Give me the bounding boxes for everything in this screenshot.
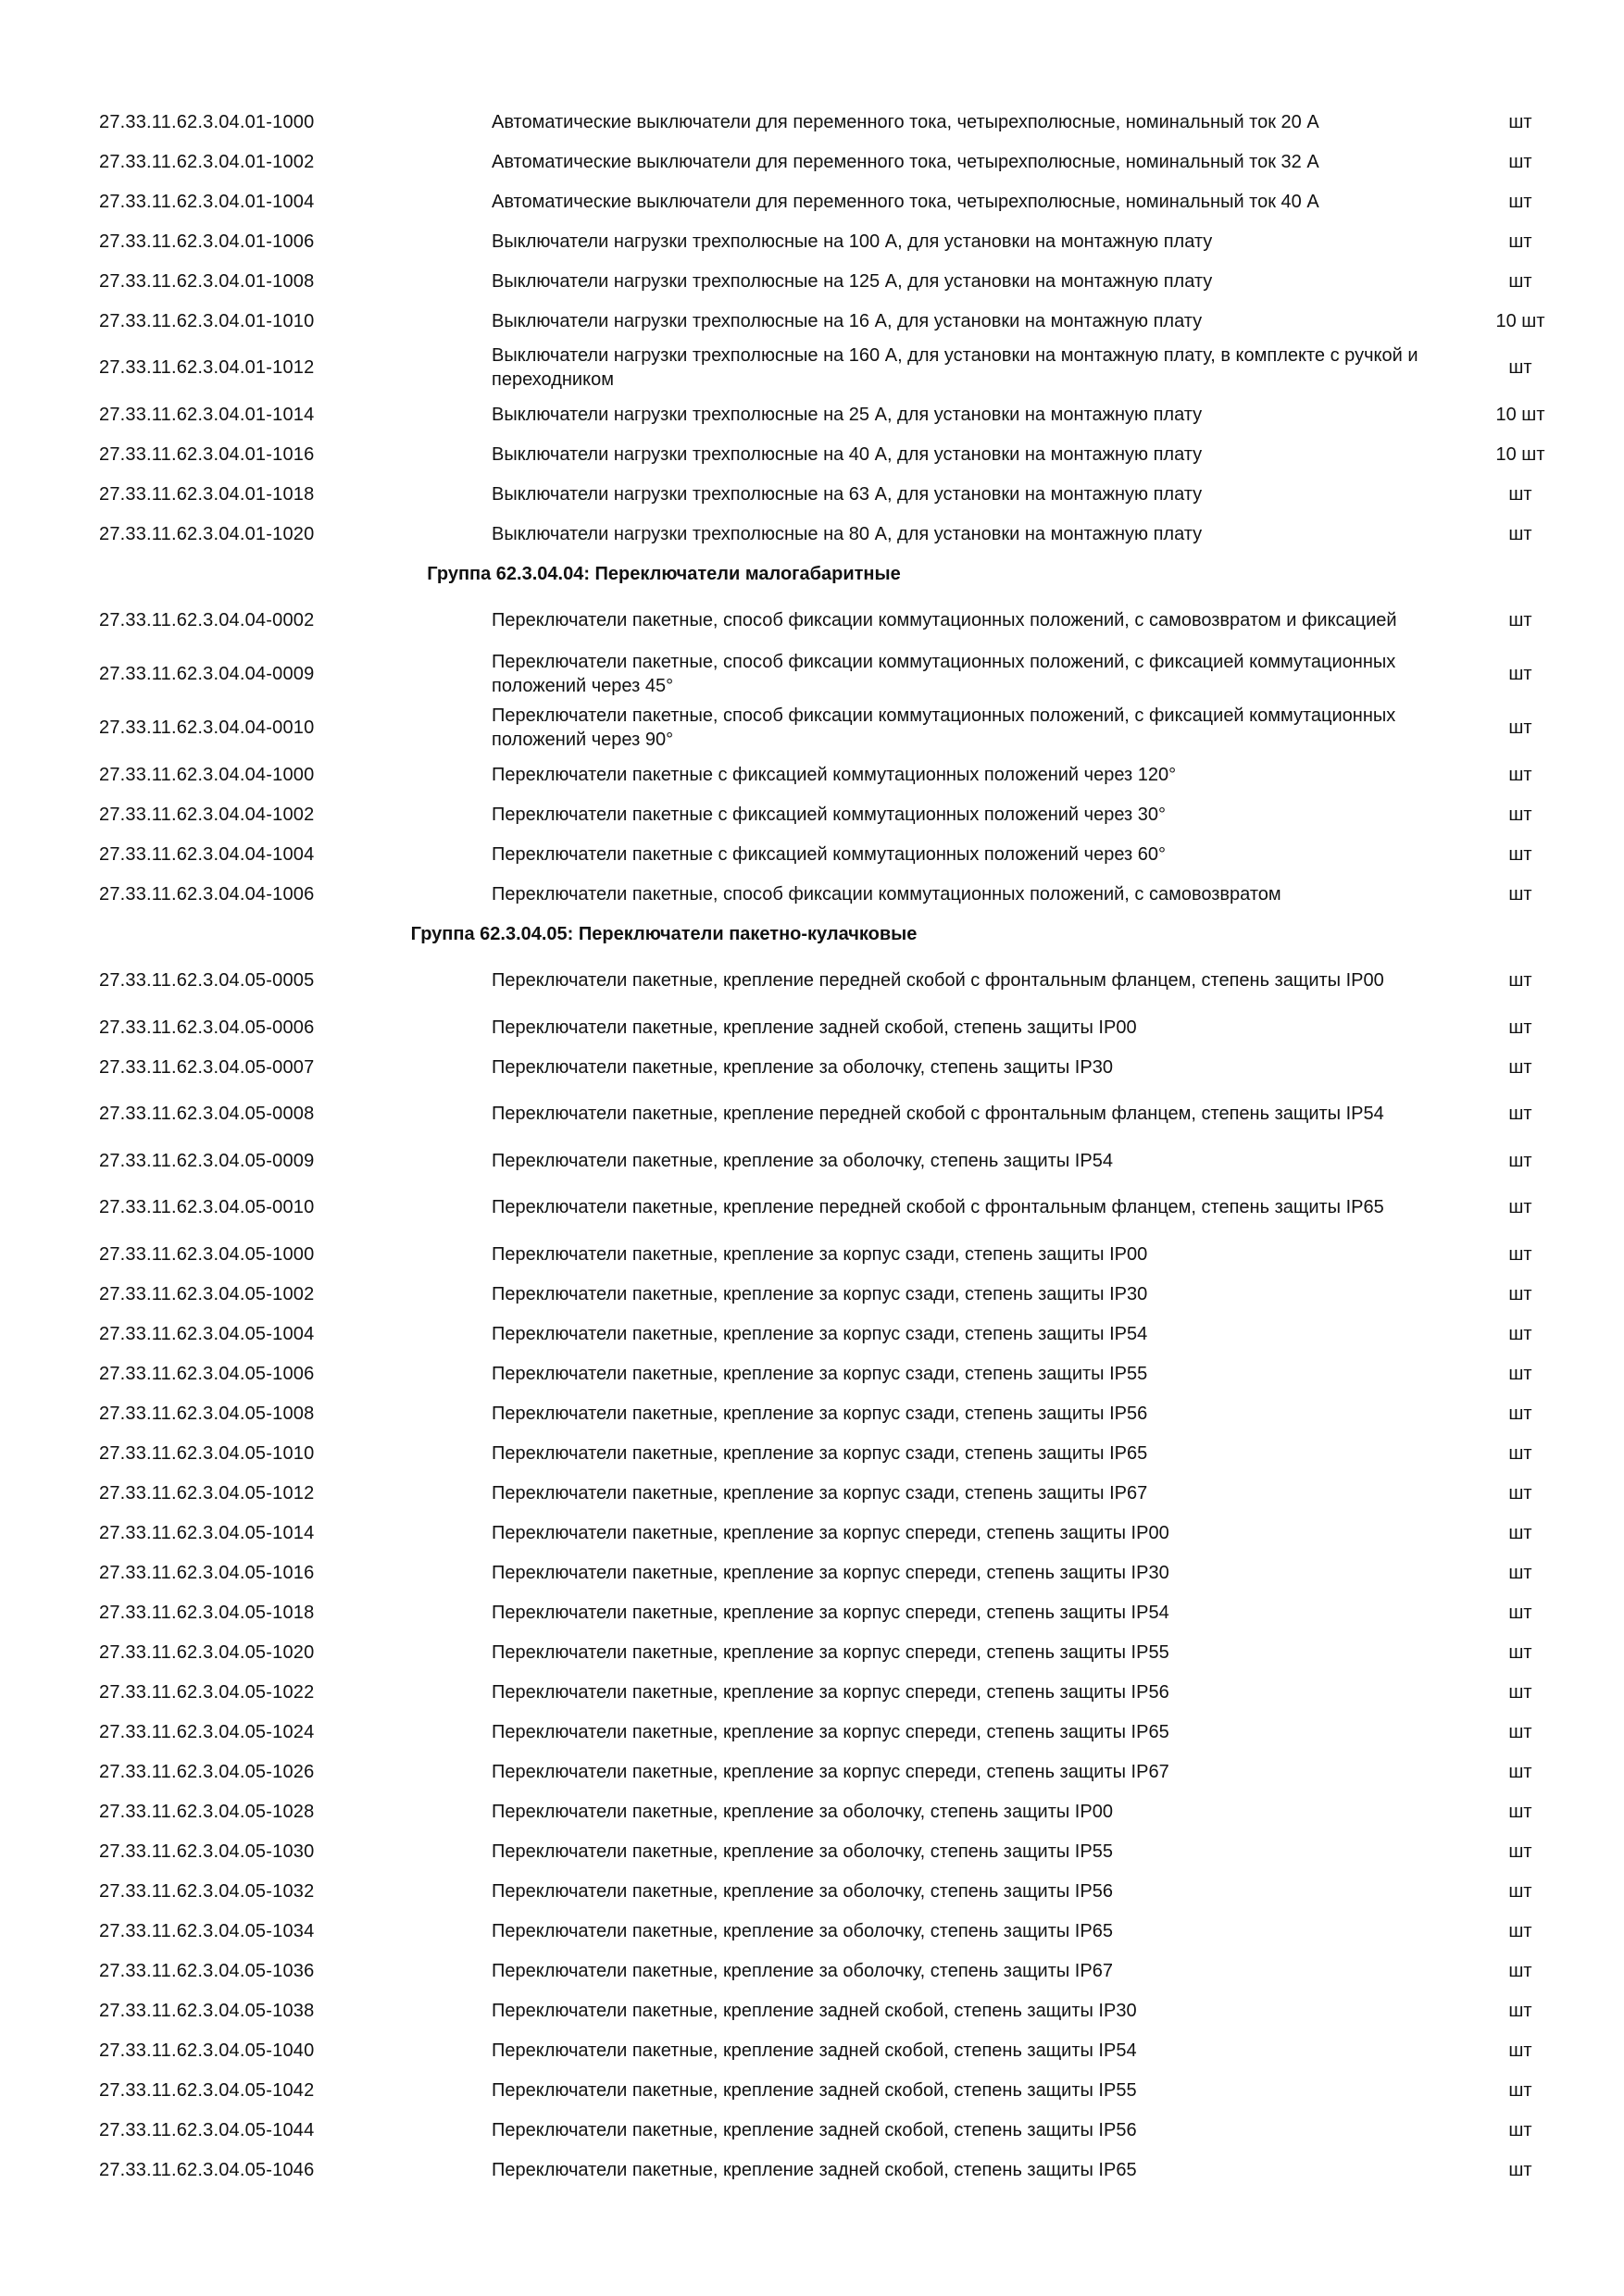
row-unit: шт [1508, 1920, 1532, 1941]
row-unit: шт [1508, 1363, 1532, 1384]
row-code: 27.33.11.62.3.04.01-1006 [99, 231, 315, 252]
row-name: Переключатели пакетные, крепление за корпус сзади, степень защиты IP67 [492, 1482, 1148, 1504]
table-row [99, 2150, 1580, 2190]
row-code: 27.33.11.62.3.04.01-1000 [99, 111, 315, 132]
row-code: 27.33.11.62.3.04.04-1006 [99, 883, 315, 905]
row-code: 27.33.11.62.3.04.01-1010 [99, 310, 315, 331]
row-code: 27.33.11.62.3.04.05-1004 [99, 1323, 315, 1344]
row-code: 27.33.11.62.3.04.04-0002 [99, 610, 315, 630]
table-row [99, 1831, 1580, 1871]
row-unit: шт [1508, 883, 1532, 905]
row-name: Переключатели пакетные, крепление за корпус сзади, степень защиты IP54 [492, 1323, 1148, 1344]
table-row [99, 1871, 1580, 1911]
table-row [99, 1752, 1580, 1791]
table-row [99, 1592, 1580, 1632]
table-row [99, 142, 1580, 181]
row-name: Переключатели пакетные, крепление за корпус спереди, степень защиты IP55 [492, 1641, 1169, 1663]
row-code: 27.33.11.62.3.04.05-0006 [99, 1017, 315, 1038]
table-row [99, 1632, 1580, 1672]
row-name: Переключатели пакетные, крепление за корпус сзади, степень защиты IP56 [492, 1403, 1148, 1424]
table-row [99, 2110, 1580, 2150]
row-name: Автоматические выключатели для переменного тока, четырехполюсные, номинальный ток 40 А [492, 191, 1319, 212]
row-code: 27.33.11.62.3.04.05-1030 [99, 1841, 315, 1862]
row-unit: шт [1508, 804, 1532, 825]
group-title: Группа 62.3.04.05: Переключатели пакетно-кулачковые [410, 923, 918, 944]
row-code: 27.33.11.62.3.04.05-1010 [99, 1442, 315, 1464]
table-row [99, 1473, 1580, 1513]
table-row [99, 1354, 1580, 1393]
row-code: 27.33.11.62.3.04.04-0010 [99, 718, 315, 738]
row-name: Переключатели пакетные, крепление за корпус сзади, степень защиты IP00 [492, 1243, 1148, 1265]
row-code: 27.33.11.62.3.04.05-1026 [99, 1761, 315, 1782]
row-code: 27.33.11.62.3.04.05-1036 [99, 1960, 315, 1981]
row-unit: шт [1508, 1323, 1532, 1344]
table-row [99, 755, 1580, 794]
row-code: 27.33.11.62.3.04.05-1022 [99, 1681, 315, 1703]
row-code: 27.33.11.62.3.04.05-1016 [99, 1562, 315, 1583]
row-code: 27.33.11.62.3.04.05-1038 [99, 2000, 315, 2021]
table-row [99, 221, 1580, 261]
row-code: 27.33.11.62.3.04.05-1002 [99, 1283, 315, 1304]
row-unit: шт [1508, 523, 1532, 544]
row-name: Переключатели пакетные, крепление за оболочку, степень защиты IP67 [492, 1960, 1113, 1981]
table-row [99, 434, 1580, 474]
row-unit: шт [1508, 1243, 1532, 1265]
row-name: Переключатели пакетные, крепление за корпус сзади, степень защиты IP65 [492, 1442, 1148, 1464]
row-name: Переключатели пакетные, крепление передней скобой с фронтальным фланцем, степень защиты IP54 [492, 1104, 1384, 1124]
row-name: Переключатели пакетные, способ фиксации коммутационных положений, с фиксацией коммутационных положений через 90° [492, 705, 1396, 750]
row-unit: шт [1508, 111, 1532, 132]
row-code: 27.33.11.62.3.04.05-1006 [99, 1363, 315, 1384]
row-unit: шт [1508, 1880, 1532, 1902]
row-name: Выключатели нагрузки трехполюсные на 63 А, для установки на монтажную плату [492, 483, 1203, 505]
row-unit: шт [1508, 1104, 1532, 1124]
row-unit: шт [1508, 1442, 1532, 1464]
row-unit: шт [1508, 483, 1532, 505]
row-name: Переключатели пакетные, крепление за корпус спереди, степень защиты IP54 [492, 1602, 1169, 1623]
table-row [99, 647, 1580, 701]
row-code: 27.33.11.62.3.04.04-1002 [99, 804, 315, 825]
table-row [99, 2070, 1580, 2110]
row-code: 27.33.11.62.3.04.05-1028 [99, 1801, 315, 1822]
row-code: 27.33.11.62.3.04.01-1014 [99, 404, 315, 425]
table-row [99, 341, 1580, 394]
table-row [99, 1911, 1580, 1951]
row-name: Выключатели нагрузки трехполюсные на 25 А, для установки на монтажную плату [492, 404, 1203, 425]
row-unit: шт [1508, 191, 1532, 212]
row-unit: шт [1508, 1761, 1532, 1782]
table-row [99, 394, 1580, 434]
row-code: 27.33.11.62.3.04.05-1012 [99, 1482, 315, 1504]
row-name: Переключатели пакетные, крепление передней скобой с фронтальным фланцем, степень защиты IP00 [492, 970, 1384, 991]
row-name: Переключатели пакетные, крепление передней скобой с фронтальным фланцем, степень защиты IP65 [492, 1197, 1384, 1217]
row-code: 27.33.11.62.3.04.05-1024 [99, 1721, 315, 1742]
row-unit: шт [1508, 231, 1532, 252]
row-unit: шт [1508, 1602, 1532, 1623]
table-row [99, 1951, 1580, 1990]
row-unit: шт [1508, 1721, 1532, 1742]
row-name: Переключатели пакетные, крепление задней скобой, степень защиты IP00 [492, 1017, 1137, 1038]
row-code: 27.33.11.62.3.04.01-1020 [99, 523, 315, 544]
row-name: Переключатели пакетные, крепление за корпус сзади, степень защиты IP30 [492, 1283, 1148, 1304]
row-unit: шт [1508, 2000, 1532, 2021]
row-unit: шт [1508, 1681, 1532, 1703]
row-unit: шт [1508, 1801, 1532, 1822]
row-name: Автоматические выключатели для переменного тока, четырехполюсные, номинальный ток 20 А [492, 111, 1319, 132]
row-unit: шт [1508, 970, 1532, 991]
row-unit: шт [1508, 1641, 1532, 1663]
table-row [99, 514, 1580, 554]
row-unit: шт [1508, 2119, 1532, 2140]
row-name: Переключатели пакетные, крепление за оболочку, степень защиты IP54 [492, 1150, 1113, 1171]
row-code: 27.33.11.62.3.04.01-1008 [99, 270, 315, 292]
table-row [99, 1141, 1580, 1180]
row-unit: шт [1508, 1017, 1532, 1038]
row-unit: шт [1508, 1197, 1532, 1217]
row-name: Переключатели пакетные с фиксацией коммутационных положений через 120° [492, 764, 1177, 785]
row-code: 27.33.11.62.3.04.05-1008 [99, 1403, 315, 1424]
row-name: Переключатели пакетные, крепление за оболочку, степень защиты IP30 [492, 1056, 1113, 1078]
row-code: 27.33.11.62.3.04.05-1020 [99, 1641, 315, 1663]
row-unit: шт [1508, 610, 1532, 630]
row-name: Выключатели нагрузки трехполюсные на 125 А, для установки на монтажную плату [492, 270, 1213, 292]
row-name: Переключатели пакетные, крепление за оболочку, степень защиты IP00 [492, 1801, 1113, 1822]
row-name: Переключатели пакетные, крепление за оболочку, степень защиты IP65 [492, 1920, 1113, 1941]
table-row [99, 261, 1580, 301]
row-name: Переключатели пакетные, крепление за корпус сзади, степень защиты IP55 [492, 1363, 1148, 1384]
row-name: Переключатели пакетные с фиксацией коммутационных положений через 30° [492, 804, 1166, 825]
table-row [99, 593, 1580, 647]
row-code: 27.33.11.62.3.04.04-0009 [99, 664, 315, 684]
row-unit: шт [1508, 2040, 1532, 2061]
row-unit: шт [1508, 1562, 1532, 1583]
row-name: Переключатели пакетные, крепление за корпус спереди, степень защиты IP56 [492, 1681, 1169, 1703]
row-code: 27.33.11.62.3.04.05-1014 [99, 1522, 315, 1543]
group-title: Группа 62.3.04.04: Переключатели малогабаритные [427, 563, 901, 584]
table-row [99, 2030, 1580, 2070]
row-unit: шт [1508, 2159, 1532, 2180]
row-unit: шт [1508, 843, 1532, 865]
row-name: Переключатели пакетные, крепление задней скобой, степень защиты IP65 [492, 2159, 1137, 2180]
row-code: 27.33.11.62.3.04.01-1004 [99, 191, 315, 212]
row-unit: 10 шт [1495, 443, 1545, 465]
row-code: 27.33.11.62.3.04.05-1034 [99, 1920, 315, 1941]
row-code: 27.33.11.62.3.04.05-0007 [99, 1056, 315, 1078]
row-name: Выключатели нагрузки трехполюсные на 40 А, для установки на монтажную плату [492, 443, 1203, 465]
row-code: 27.33.11.62.3.04.05-0009 [99, 1150, 315, 1171]
row-code: 27.33.11.62.3.04.05-1046 [99, 2159, 315, 2180]
table-row [99, 181, 1580, 221]
table-row [99, 474, 1580, 514]
group-heading-04 [99, 554, 1580, 593]
row-code: 27.33.11.62.3.04.01-1012 [99, 357, 315, 378]
row-name: Выключатели нагрузки трехполюсные на 80 А, для установки на монтажную плату [492, 523, 1203, 544]
row-unit: шт [1508, 664, 1532, 684]
row-name: Переключатели пакетные, крепление за оболочку, степень защиты IP55 [492, 1841, 1113, 1862]
table-row [99, 1672, 1580, 1712]
row-code: 27.33.11.62.3.04.05-0005 [99, 970, 315, 991]
row-unit: шт [1508, 357, 1532, 378]
row-name: Переключатели пакетные, способ фиксации коммутационных положений, с фиксацией коммутационных положений через 45° [492, 652, 1396, 696]
row-unit: шт [1508, 151, 1532, 172]
row-name: Выключатели нагрузки трехполюсные на 160 А, для установки на монтажную плату, в комплекте с ручкой и переходником [492, 345, 1418, 390]
table-row [99, 1990, 1580, 2030]
row-code: 27.33.11.62.3.04.01-1018 [99, 483, 315, 505]
row-unit: шт [1508, 718, 1532, 738]
row-name: Переключатели пакетные, способ фиксации коммутационных положений, с самовозвратом [492, 883, 1281, 905]
table-row [99, 1180, 1580, 1234]
table-row [99, 1234, 1580, 1274]
row-unit: шт [1508, 1522, 1532, 1543]
table-row [99, 1513, 1580, 1553]
row-code: 27.33.11.62.3.04.01-1002 [99, 151, 315, 172]
row-unit: 10 шт [1495, 404, 1545, 425]
row-name: Переключатели пакетные, крепление за корпус спереди, степень защиты IP67 [492, 1761, 1169, 1782]
row-code: 27.33.11.62.3.04.04-1004 [99, 843, 315, 865]
row-name: Переключатели пакетные, крепление за корпус спереди, степень защиты IP65 [492, 1721, 1169, 1742]
row-name: Переключатели пакетные с фиксацией коммутационных положений через 60° [492, 843, 1166, 865]
row-name: Переключатели пакетные, крепление задней скобой, степень защиты IP55 [492, 2079, 1137, 2101]
row-unit: 10 шт [1495, 310, 1545, 331]
section-04-rows [99, 593, 1580, 914]
row-code: 27.33.11.62.3.04.05-0008 [99, 1104, 315, 1124]
row-name: Переключатели пакетные, крепление за корпус спереди, степень защиты IP30 [492, 1562, 1169, 1583]
row-name: Выключатели нагрузки трехполюсные на 100 А, для установки на монтажную плату [492, 231, 1213, 252]
row-name: Переключатели пакетные, крепление задней скобой, степень защиты IP56 [492, 2119, 1137, 2140]
row-unit: шт [1508, 270, 1532, 292]
table-row [99, 1314, 1580, 1354]
table-row [99, 834, 1580, 874]
row-name: Автоматические выключатели для переменного тока, четырехполюсные, номинальный ток 32 А [492, 151, 1319, 172]
row-code: 27.33.11.62.3.04.05-0010 [99, 1197, 315, 1217]
row-unit: шт [1508, 1841, 1532, 1862]
row-unit: шт [1508, 1960, 1532, 1981]
row-unit: шт [1508, 1482, 1532, 1504]
row-name: Переключатели пакетные, крепление за корпус спереди, степень защиты IP00 [492, 1522, 1169, 1543]
row-name: Переключатели пакетные, крепление за оболочку, степень защиты IP56 [492, 1880, 1113, 1902]
table-row [99, 301, 1580, 341]
row-code: 27.33.11.62.3.04.05-1042 [99, 2079, 315, 2101]
table-row [99, 1712, 1580, 1752]
table-row [99, 1007, 1580, 1047]
table-row [99, 1553, 1580, 1592]
section-05-rows [99, 954, 1580, 2190]
row-name: Выключатели нагрузки трехполюсные на 16 А, для установки на монтажную плату [492, 310, 1203, 331]
table-row [99, 1393, 1580, 1433]
section-01-rows [99, 102, 1580, 554]
row-name: Переключатели пакетные, крепление задней скобой, степень защиты IP54 [492, 2040, 1137, 2061]
row-unit: шт [1508, 1150, 1532, 1171]
row-code: 27.33.11.62.3.04.01-1016 [99, 443, 315, 465]
table-row [99, 1274, 1580, 1314]
table-row [99, 874, 1580, 914]
table-row [99, 1791, 1580, 1831]
table-row [99, 1433, 1580, 1473]
table-row [99, 701, 1580, 755]
row-code: 27.33.11.62.3.04.05-1018 [99, 1602, 315, 1623]
row-code: 27.33.11.62.3.04.05-1040 [99, 2040, 315, 2061]
price-catalog-table [99, 102, 1580, 2190]
row-unit: шт [1508, 1403, 1532, 1424]
row-code: 27.33.11.62.3.04.05-1032 [99, 1880, 315, 1902]
table-row [99, 794, 1580, 834]
row-name: Переключатели пакетные, способ фиксации коммутационных положений, с самовозвратом и фиксацией [492, 610, 1397, 630]
table-row [99, 954, 1580, 1007]
row-code: 27.33.11.62.3.04.04-1000 [99, 764, 315, 785]
table-row [99, 1047, 1580, 1087]
row-name: Переключатели пакетные, крепление задней скобой, степень защиты IP30 [492, 2000, 1137, 2021]
row-unit: шт [1508, 1056, 1532, 1078]
group-heading-05 [99, 914, 1580, 954]
row-code: 27.33.11.62.3.04.05-1044 [99, 2119, 315, 2140]
row-unit: шт [1508, 764, 1532, 785]
row-code: 27.33.11.62.3.04.05-1000 [99, 1243, 315, 1265]
row-unit: шт [1508, 2079, 1532, 2101]
row-unit: шт [1508, 1283, 1532, 1304]
table-row [99, 1087, 1580, 1141]
table-row [99, 102, 1580, 142]
